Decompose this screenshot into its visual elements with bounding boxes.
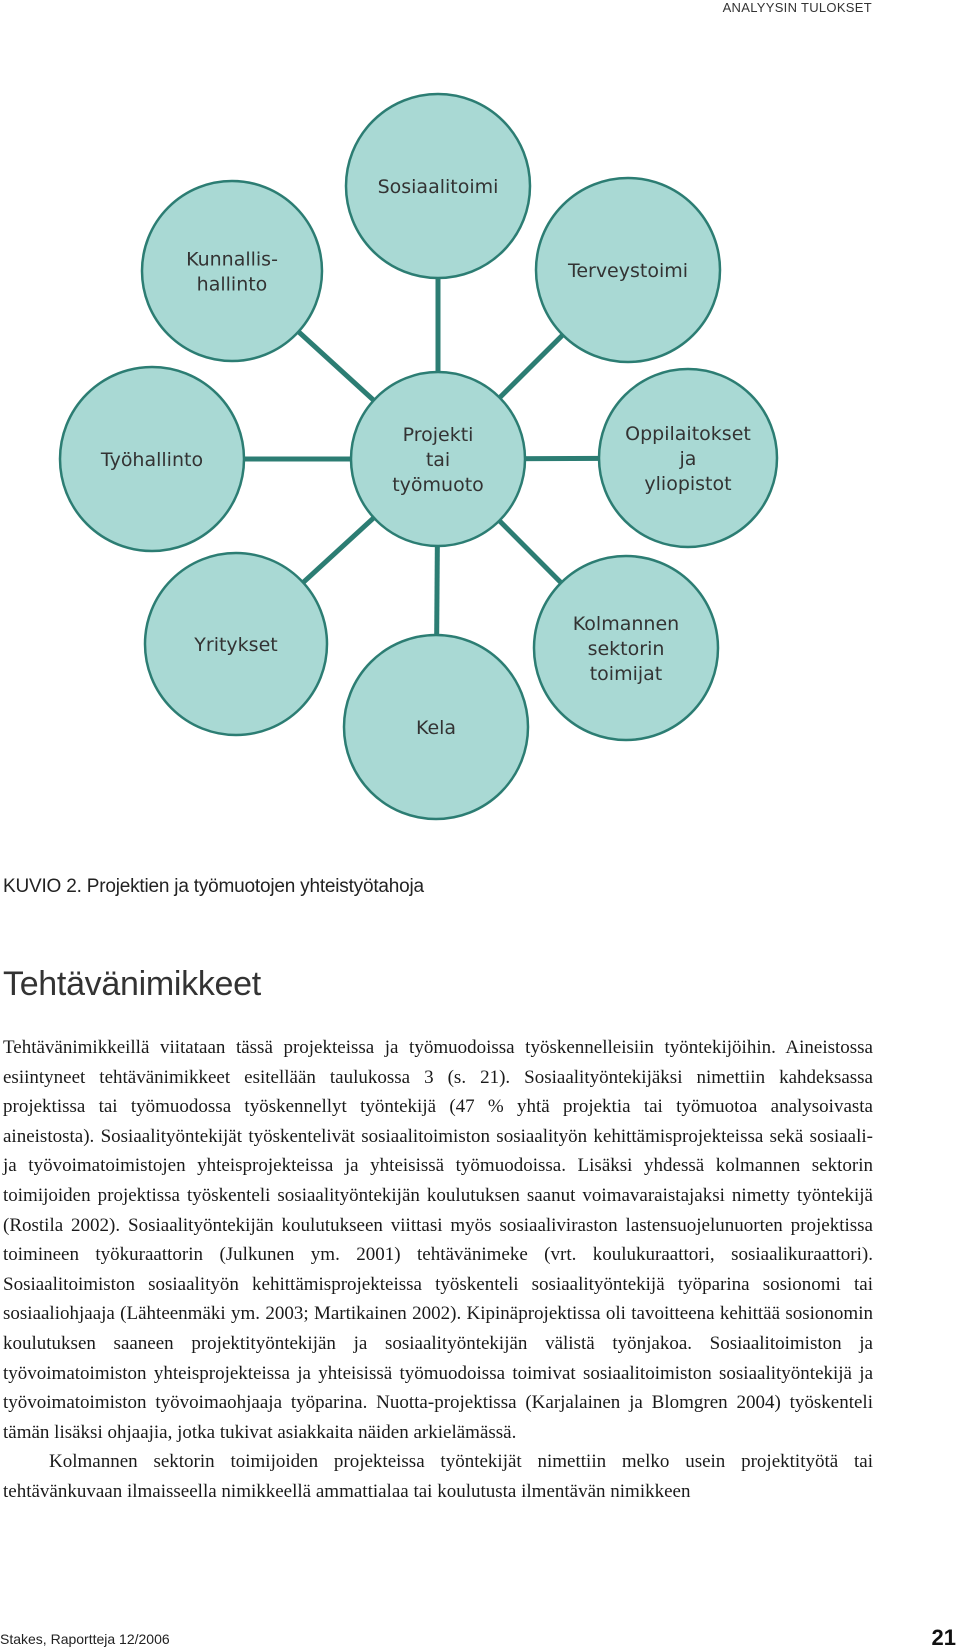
node-kela	[344, 635, 528, 819]
section-heading: Tehtävänimikkeet	[3, 965, 261, 1003]
node-tyohallinto	[60, 367, 244, 551]
node-yritykset	[145, 553, 327, 735]
paragraph-2: Kolmannen sektorin toimijoiden projekteissa työntekijät nimettiin melko usein projektityötä tai tehtävänkuvaan ilmaisseella nimikkeellä ammattialaa tai koulutusta ilmentävän nimikkeen	[3, 1451, 873, 1502]
diagram-nodes	[60, 94, 777, 819]
node-kunnallishallinto-label: Kunnallis-hallinto	[186, 248, 278, 296]
paragraph-1: Tehtävänimikkeillä viitataan tässä projekteissa ja työmuodoissa työskennelleisiin työntekijöihin. Aineistossa esiintyneet tehtävänimikkeet esitellään taulukossa 3 (s. 21). Sosiaalityöntekijäksi nimettiin kahdeksassa projektissa tai työmuodossa työskennellyt työntekijä (47 % yhtä projektia tai työmuotoa analysoivasta aineistosta). Sosiaalityöntekijät työskentelivät sosiaalitoimiston sosiaalityön kehittämisprojekteissa sekä sosiaali- ja työvoimatoimistojen yhteisprojekteissa ja yhteisissä työmuodoissa. Lisäksi yhdessä kolmannen sektorin toimijoiden projektissa työskenteli sosiaalityöntekijän koulutuksen saanut voimavaraistajaksi nimetty työntekijä (Rostila 2002). Sosiaalityöntekijän koulutukseen viittasi myös sosiaaliviraston lastensuojelunuorten projektissa toimineen työkuraattorin (Julkunen ym. 2001) tehtävänimeke (vrt. koulukuraattori, sosiaalikuraattori). Sosiaalitoimiston sosiaalityön kehittämisprojekteissa työskenteli sosiaalityöntekijä työparina sosionomi tai sosiaaliohjaaja (Lähteenmäki ym. 2003; Martikainen 2002). Kipinäprojektissa oli tavoitteena kehittää sosionomin koulutuksen saaneen projektityöntekijän ja sosiaalityöntekijän välistä työnjakoa. Sosiaalitoimiston ja työvoimatoimiston yhteisprojekteissa ja yhteisissä työmuodoissa toimivat sosiaalitoimiston sosiaalityöntekijä ja työvoimatoimiston työvoimaohjaaja työparina. Nuotta-projektissa (Karjalainen ja Blomgren 2004) työskenteli tämän lisäksi ohjaajia, jotka tukivat asiakkaita näiden arkielämässä.	[3, 1037, 873, 1443]
node-kunnallishallinto-circle	[142, 181, 322, 361]
node-yritykset-label: Yritykset	[194, 634, 278, 656]
running-header: ANALYYSIN TULOKSET	[722, 0, 872, 15]
node-kela-label: Kela	[415, 717, 457, 739]
node-terveystoimi	[536, 178, 720, 362]
node-oppilaitokset	[599, 369, 777, 547]
page-number: 21	[931, 1625, 956, 1650]
node-sosiaalitoimi-label: Sosiaalitoimi	[377, 176, 499, 198]
node-center-projekti	[351, 372, 525, 546]
node-oppilaitokset-label: Oppilaitokset ja yliopistot	[625, 423, 751, 495]
node-terveystoimi-label: Terveystoimi	[567, 260, 689, 282]
node-kolmannen-sektorin-toimijat	[534, 556, 718, 740]
node-center-label: Projekti tai työmuoto	[392, 424, 484, 496]
node-sosiaalitoimi	[346, 94, 530, 278]
footer-publication: Stakes, Raportteja 12/2006	[0, 1631, 170, 1647]
figure-caption: KUVIO 2. Projektien ja työmuotojen yhteistyötahoja	[3, 876, 424, 897]
node-kunnallishallinto	[142, 181, 322, 361]
body-text	[3, 1033, 873, 1507]
node-kolmannen-sektorin-toimijat-label: Kolmannen sektorin toimijat	[572, 613, 680, 685]
node-tyohallinto-label: Työhallinto	[100, 449, 204, 471]
